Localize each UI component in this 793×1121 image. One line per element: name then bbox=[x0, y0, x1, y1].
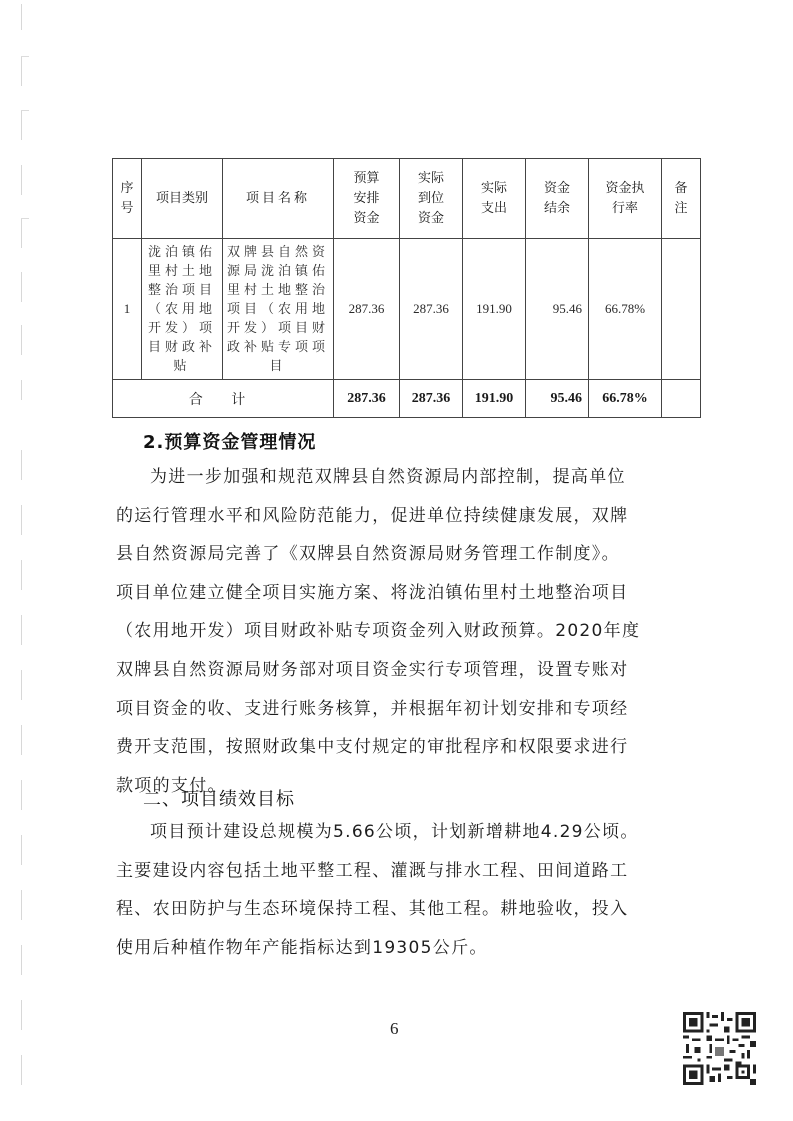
binding-mark bbox=[21, 1000, 22, 1030]
binding-mark bbox=[21, 56, 29, 57]
header-received bbox=[400, 159, 463, 239]
text-line: 县自然资源局完善了《双牌县自然资源局财务管理工作制度》。 bbox=[116, 544, 620, 565]
binding-mark bbox=[21, 890, 22, 920]
cell-category: 泷泊镇佑里村土地整治项目（农用地开发）项目财政补贴 bbox=[142, 239, 223, 380]
text-line: 双牌县自然资源局财务部对项目资金实行专项管理，设置专账对 bbox=[116, 659, 629, 680]
header-budget bbox=[334, 159, 400, 239]
header-label: 实际到位资金 bbox=[417, 170, 444, 226]
page-number: 6 bbox=[390, 1019, 399, 1038]
header-name bbox=[223, 159, 334, 239]
text-line: 项目单位建立健全项目实施方案、将泷泊镇佑里村土地整治项目 bbox=[116, 582, 629, 603]
text-line: 主要建设内容包括土地平整工程、灌溉与排水工程、田间道路工 bbox=[116, 860, 629, 881]
binding-mark bbox=[21, 110, 22, 140]
binding-mark bbox=[21, 615, 22, 645]
text-line: 程、农田防护与生态环境保持工程、其他工程。耕地验收，投入 bbox=[116, 899, 629, 920]
total-budget: 287.36 bbox=[334, 380, 400, 418]
header-label: 实际支出 bbox=[480, 180, 507, 216]
binding-mark bbox=[21, 110, 29, 111]
text-line: 使用后种植作物年产能指标达到19305公斤。 bbox=[116, 937, 488, 958]
qr-code-icon bbox=[683, 1012, 756, 1085]
binding-mark bbox=[21, 560, 22, 590]
cell-rate: 66.78% bbox=[589, 239, 662, 380]
binding-mark bbox=[21, 505, 22, 535]
cell-remark bbox=[662, 239, 701, 380]
paragraph-budget-management bbox=[116, 458, 694, 805]
total-received: 287.36 bbox=[400, 380, 463, 418]
binding-mark bbox=[21, 670, 22, 700]
header-label: 预算安排资金 bbox=[353, 170, 380, 226]
header-remark bbox=[662, 159, 701, 239]
binding-mark bbox=[21, 780, 22, 810]
header-rate bbox=[589, 159, 662, 239]
header-label: 资金结余 bbox=[543, 180, 570, 216]
total-rate: 66.78% bbox=[589, 380, 662, 418]
header-label: 备注 bbox=[674, 180, 688, 216]
binding-mark bbox=[21, 380, 22, 400]
header-balance bbox=[526, 159, 589, 239]
header-label: 项目名称 bbox=[245, 190, 310, 206]
total-spent: 191.90 bbox=[463, 380, 526, 418]
binding-mark bbox=[21, 165, 22, 195]
fund-table bbox=[112, 158, 701, 418]
cell-spent: 191.90 bbox=[463, 239, 526, 380]
cell-name: 双牌县自然资源局泷泊镇佑里村土地整治项目（农用地开发）项目财政补贴专项项目 bbox=[223, 239, 334, 380]
binding-mark bbox=[21, 4, 22, 30]
header-label: 资金执行率 bbox=[605, 180, 645, 216]
text-line: 项目资金的收、支进行账务核算，并根据年初计划安排和专项经 bbox=[116, 698, 629, 719]
text-line: 款项的支付。 bbox=[116, 775, 226, 796]
table-header-row bbox=[113, 159, 701, 239]
section-heading-budget-management: 2.预算资金管理情况 bbox=[143, 432, 317, 453]
text-line: 为进一步加强和规范双牌县自然资源局内部控制，提高单位 bbox=[150, 467, 626, 487]
cell-index: 1 bbox=[113, 239, 142, 380]
cell-budget: 287.36 bbox=[334, 239, 400, 380]
cell-received: 287.36 bbox=[400, 239, 463, 380]
binding-mark bbox=[21, 835, 22, 865]
table-total-row bbox=[113, 380, 701, 418]
paragraph-performance-goals bbox=[116, 813, 694, 967]
binding-mark bbox=[21, 325, 22, 355]
header-label: 项目类别 bbox=[155, 190, 208, 206]
binding-mark bbox=[21, 945, 22, 975]
section-heading-performance-goals: 二、项目绩效目标 bbox=[143, 789, 295, 810]
binding-mark bbox=[21, 218, 22, 248]
text-line: 费开支范围，按照财政集中支付规定的审批程序和权限要求进行 bbox=[116, 737, 629, 758]
total-balance: 95.46 bbox=[526, 380, 589, 418]
table-row bbox=[113, 239, 701, 380]
binding-mark bbox=[21, 56, 22, 86]
text-line: 的运行管理水平和风险防范能力，促进单位持续健康发展，双牌 bbox=[116, 505, 629, 526]
header-index bbox=[113, 159, 142, 239]
binding-mark bbox=[21, 1055, 22, 1085]
cell-balance: 95.46 bbox=[526, 239, 589, 380]
header-spent bbox=[463, 159, 526, 239]
header-category bbox=[142, 159, 223, 239]
binding-mark bbox=[21, 725, 22, 755]
total-remark bbox=[662, 380, 701, 418]
text-line: （农用地开发）项目财政补贴专项资金列入财政预算。2020年度 bbox=[116, 621, 641, 642]
binding-mark bbox=[21, 218, 29, 219]
binding-mark bbox=[21, 450, 22, 480]
text-line: 项目预计建设总规模为5.66公顷，计划新增耕地4.29公顷。 bbox=[150, 822, 639, 842]
header-label: 序号 bbox=[120, 180, 134, 216]
total-label: 合 计 bbox=[113, 380, 334, 418]
binding-mark bbox=[21, 272, 22, 302]
